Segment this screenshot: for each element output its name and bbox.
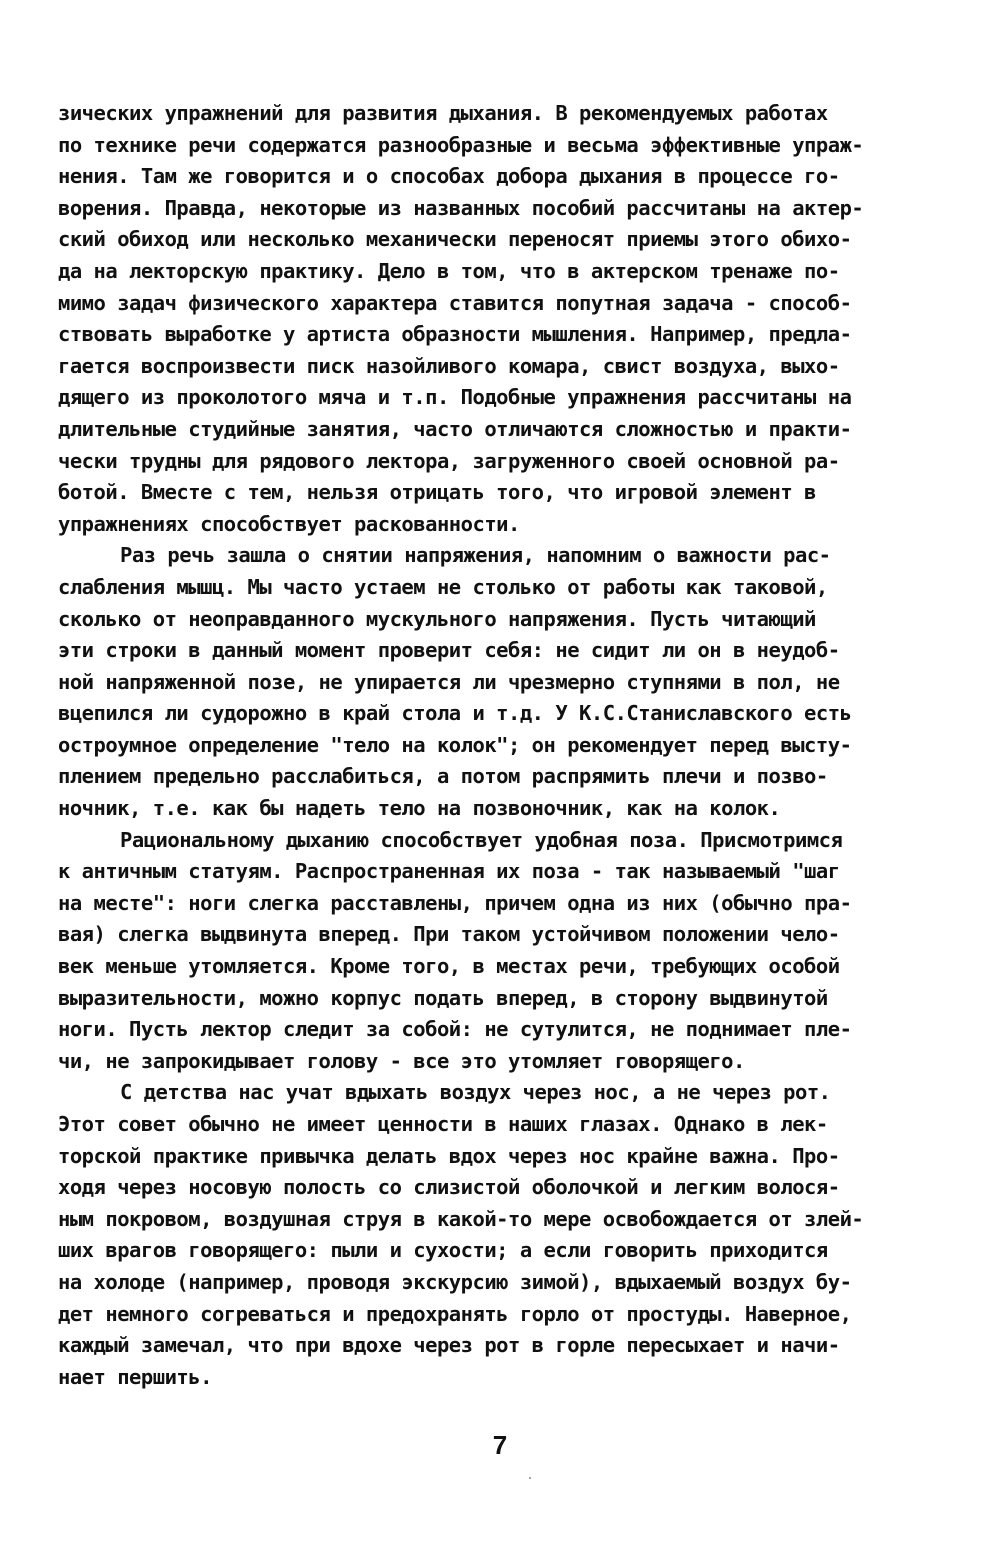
text-line: ский обиход или несколько механически переносят приемы этого обихо-: [58, 227, 852, 252]
text-line: ной напряженной позе, не упирается ли чрезмерно ступнями в пол, не: [58, 669, 840, 694]
text-line: ночник, т.е. как бы надеть тело на позвоночник, как на колок.: [58, 796, 781, 821]
text-line: вая) слегка выдвинута вперед. При таком устойчивом положении чело-: [58, 922, 840, 947]
paragraph: [58, 540, 938, 824]
text-line: дящего из проколотого мяча и т.п. Подобные упражнения рассчитаны на: [58, 385, 852, 410]
text-line: ствовать выработке у артиста образности мышления. Например, предла-: [58, 322, 852, 347]
text-line: ходя через носовую полость со слизистой оболочкой и легким волося-: [58, 1175, 840, 1200]
text-line: Этот совет обычно не имеет ценности в наших глазах. Однако в лек-: [58, 1112, 828, 1136]
text-line: длительные студийные занятия, часто отличаются сложностью и практи-: [58, 416, 852, 441]
text-line: по технике речи содержатся разнообразные и весьма эффективные упраж-: [58, 132, 864, 157]
text-line: нения. Там же говорится и о способах добора дыхания в процессе го-: [58, 164, 840, 189]
text-line: торской практике привычка делать вдох через нос крайне важна. Про-: [58, 1143, 840, 1168]
text-line: сколько от неоправданного мускульного напряжения. Пусть читающий: [58, 606, 816, 631]
text-line: к античным статуям. Распространенная их поза - так называемый "шаг: [58, 859, 840, 884]
paragraph: [58, 1077, 938, 1393]
text-line: нает першить.: [58, 1364, 212, 1389]
text-line: ботой. Вместе с тем, нельзя отрицать того, что игровой элемент в: [58, 480, 816, 505]
text-line: остроумное определение "тело на колок"; он рекомендует перед высту-: [58, 732, 852, 757]
scan-speck: [529, 1477, 531, 1479]
text-line: упражнениях способствует раскованности.: [58, 511, 520, 536]
text-line: Рациональному дыханию способствует удобная поза. Присмотримся: [120, 827, 843, 852]
text-line: слабления мышц. Мы часто устаем не столько от работы как таковой,: [58, 574, 828, 599]
paragraph: [58, 98, 938, 540]
text-line: на холоде (например, проводя экскурсию зимой), вдыхаемый воздух бу-: [58, 1269, 852, 1294]
body-text: [58, 98, 938, 1393]
text-line: С детства нас учат вдыхать воздух через нос, а не через рот.: [120, 1080, 831, 1105]
text-line: вцепился ли судорожно в край стола и т.д. У К.С.Станиславского есть: [58, 701, 852, 726]
text-line: эти строки в данный момент проверит себя: не сидит ли он в неудоб-: [58, 638, 840, 663]
text-line: ным покровом, воздушная струя в какой-то мере освобождается от злей-: [58, 1206, 864, 1231]
text-line: мимо задач физического характера ставится попутная задача - способ-: [58, 290, 852, 315]
text-line: чески трудны для рядового лектора, загруженного своей основной ра-: [58, 448, 840, 473]
text-line: ворения. Правда, некоторые из названных пособий рассчитаны на актер-: [58, 195, 864, 220]
text-line: гается воспроизвести писк назойливого комара, свист воздуха, выхо-: [58, 353, 840, 378]
text-line: зических упражнений для развития дыхания. В рекомендуемых работах: [58, 101, 828, 125]
text-line: да на лекторскую практику. Дело в том, что в актерском тренаже по-: [58, 258, 840, 283]
text-line: выразительности, можно корпус подать вперед, в сторону выдвинутой: [58, 985, 828, 1010]
text-line: плением предельно расслабиться, а потом распрямить плечи и позво-: [58, 764, 828, 789]
text-line: ших врагов говорящего: пыли и сухости; а если говорить приходится: [58, 1238, 828, 1263]
text-line: на месте": ноги слегка расставлены, причем одна из них (обычно пра-: [58, 890, 852, 915]
page-number: 7: [492, 1430, 508, 1460]
text-line: каждый замечал, что при вдохе через рот в горле пересыхает и начи-: [58, 1333, 840, 1358]
text-line: дет немного согреваться и предохранять горло от простуды. Наверное,: [58, 1301, 852, 1326]
paragraph: [58, 825, 938, 1078]
text-line: век меньше утомляется. Кроме того, в местах речи, требующих особой: [58, 954, 840, 979]
text-line: ноги. Пусть лектор следит за собой: не сутулится, не поднимает пле-: [58, 1017, 852, 1042]
text-line: Раз речь зашла о снятии напряжения, напомним о важности рас-: [120, 543, 831, 568]
text-line: чи, не запрокидывает голову - все это утомляет говорящего.: [58, 1048, 745, 1073]
